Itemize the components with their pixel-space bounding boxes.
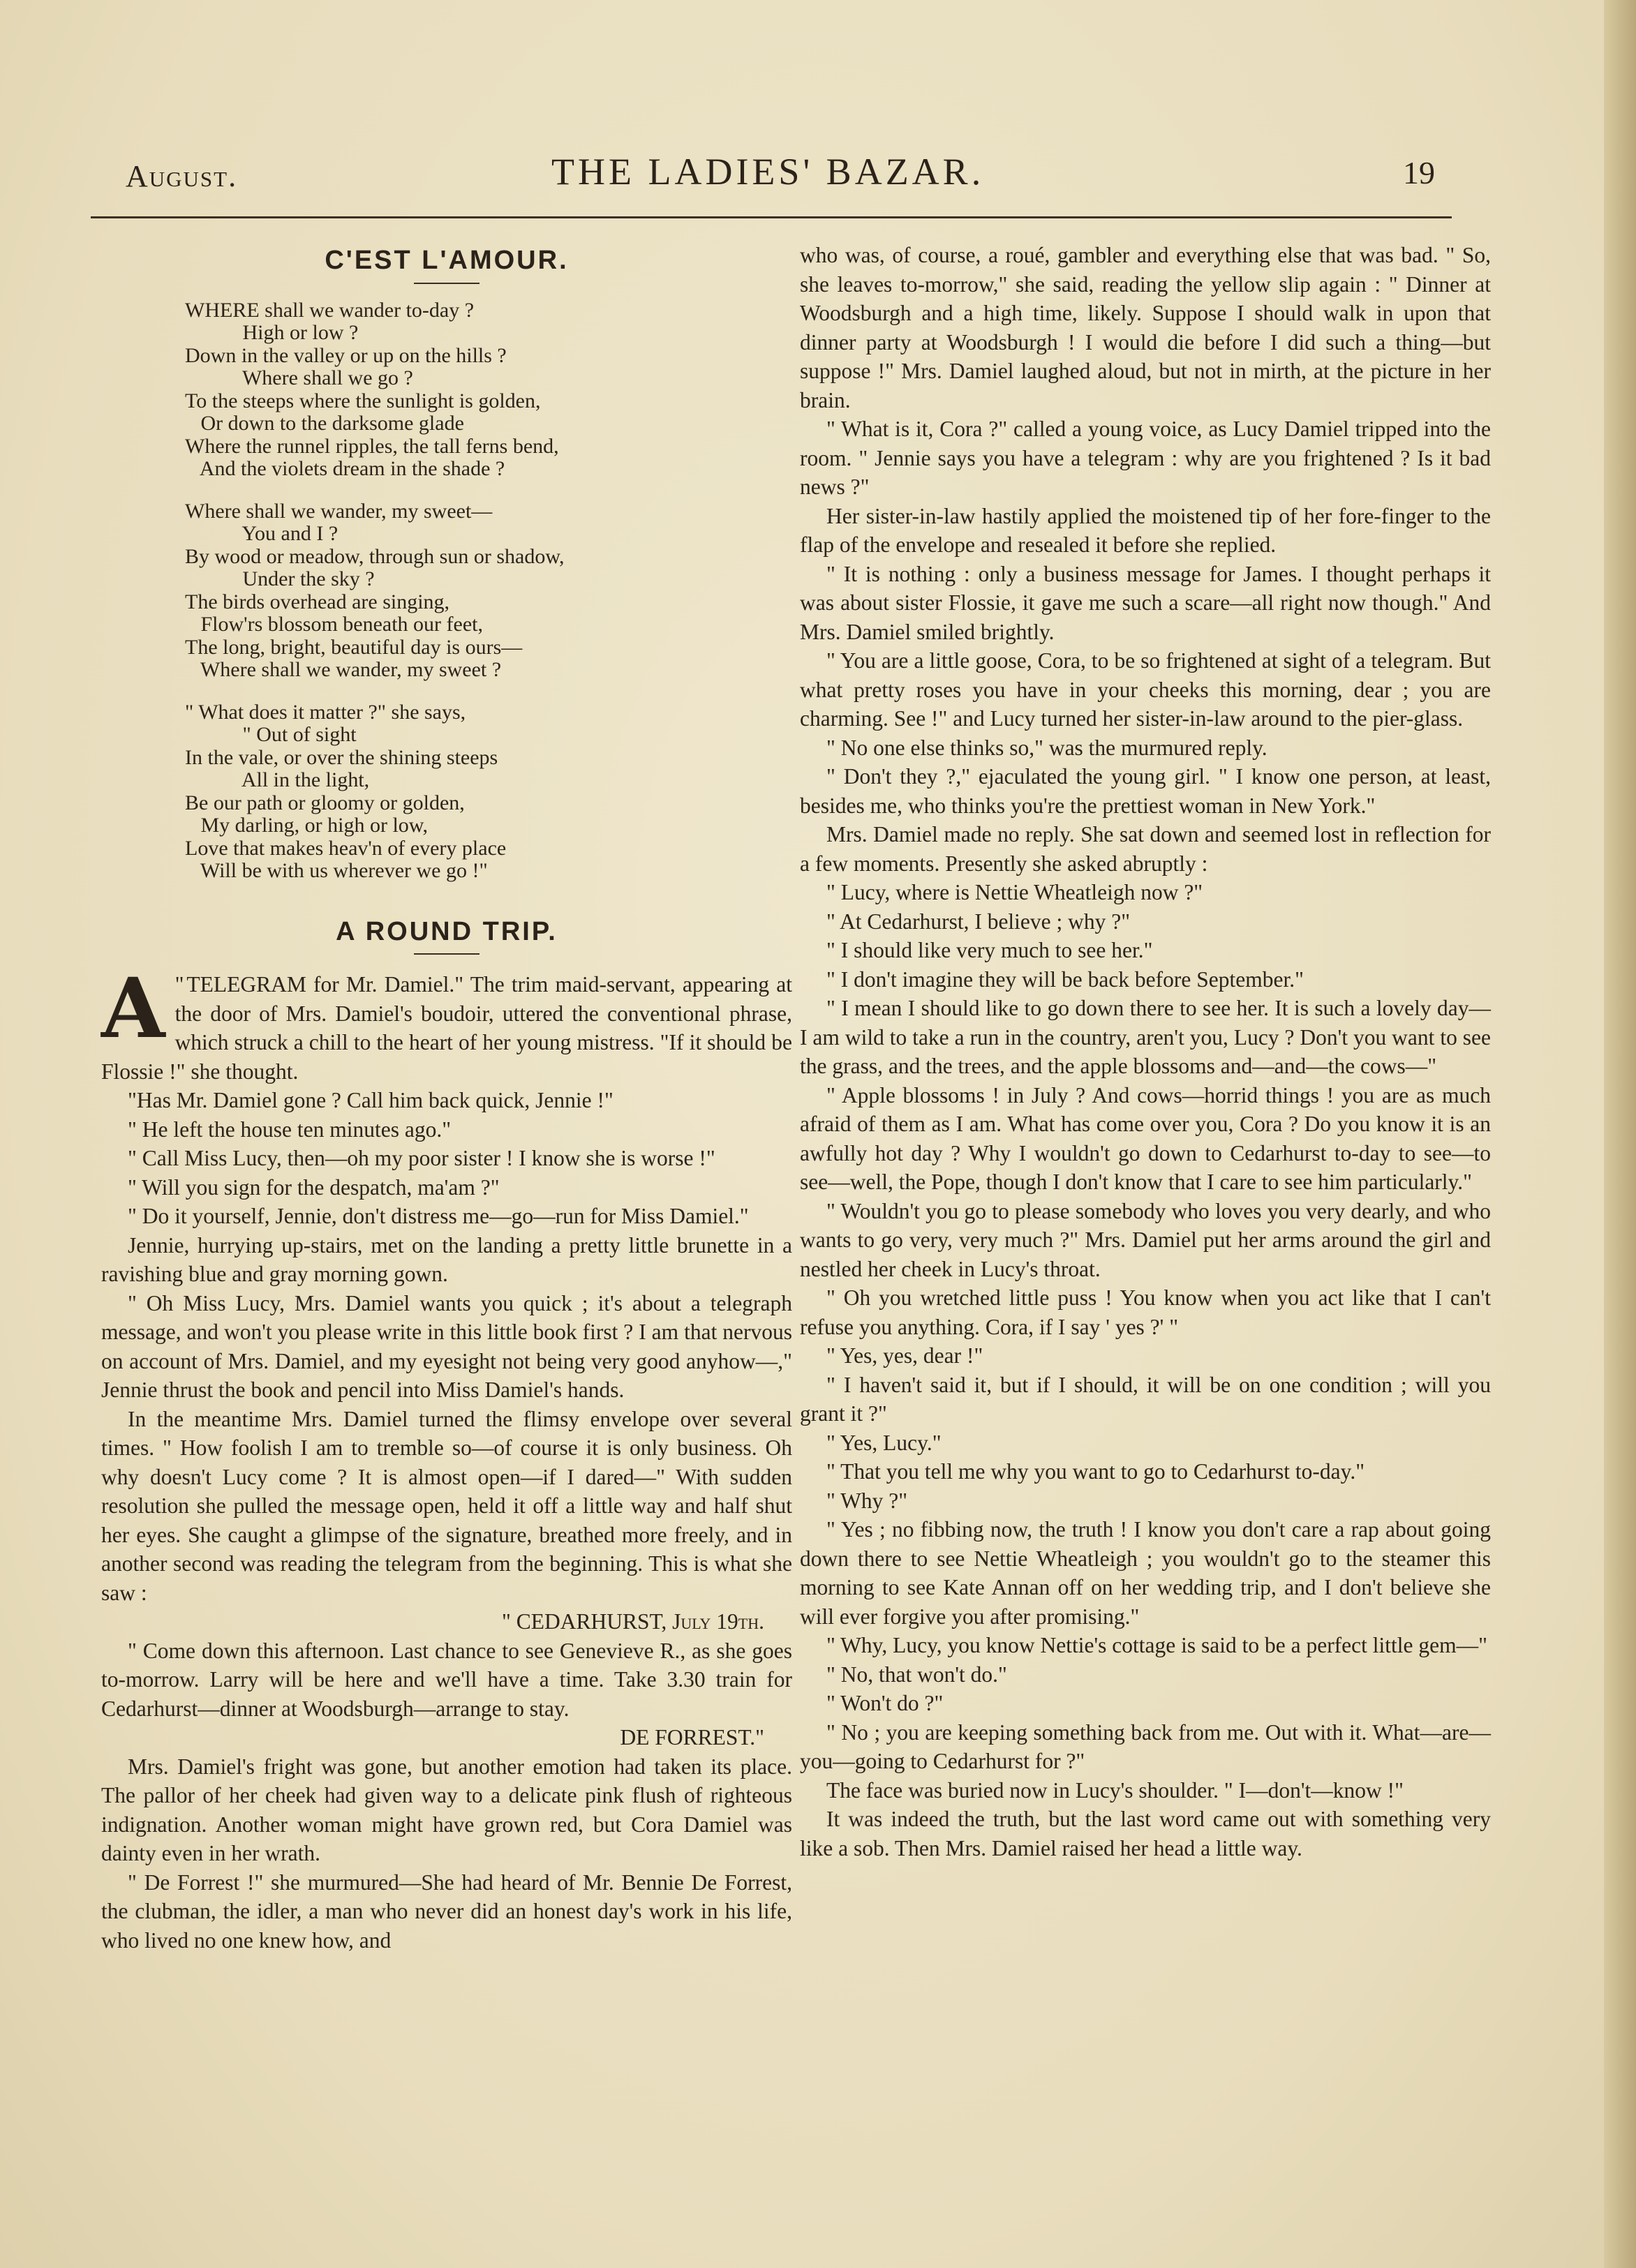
poem-line: Where the runnel ripples, the tall ferns bend, xyxy=(185,434,559,458)
story-paragraph: " Why, Lucy, you know Nettie's cottage is said to be a perfect little gem—" xyxy=(826,1633,1487,1657)
poem-line: Under the sky ? xyxy=(185,567,375,590)
poem-line: All in the light, xyxy=(185,768,370,791)
story-paragraph: " Do it yourself, Jennie, don't distress me—go—run for Miss Damiel." xyxy=(128,1204,749,1228)
story-paragraph: " I don't imagine they will be back before September." xyxy=(826,967,1304,992)
poem-line: WHERE shall we wander to-day ? xyxy=(185,298,475,322)
poem-title: C'EST L'AMOUR. xyxy=(325,246,569,275)
page-number: 19 xyxy=(1403,155,1435,191)
story-paragraph: " Won't do ?" xyxy=(826,1691,944,1715)
poem-line: Where shall we wander, my sweet— xyxy=(185,499,493,523)
header-rule xyxy=(91,216,1452,218)
story-paragraph: " Oh Miss Lucy, Mrs. Damiel wants you quick ; it's about a telegraph message, and won't you please write in this little book first ? I am that nervous on account of Mrs. Damiel, and my eyesight not being very good anyhow—," Jennie thrust the book and pencil into Miss Damiel's hands. xyxy=(101,1290,792,1402)
story-paragraph: Mrs. Damiel made no reply. She sat down and seemed lost in reflection for a few moments. Presently she asked abruptly : xyxy=(800,822,1491,876)
story-paragraph: " That you tell me why you want to go to Cedarhurst to-day." xyxy=(826,1459,1365,1484)
story-paragraph xyxy=(101,960,792,1086)
story-paragraph: " Yes, yes, dear !" xyxy=(826,1343,983,1368)
story-paragraph: " It is nothing : only a business message for James. I thought perhaps it was about sister Flossie, it gave me such a scare—all right now though." And Mrs. Damiel smiled brightly. xyxy=(800,561,1491,644)
story-paragraph: " Lucy, where is Nettie Wheatleigh now ?" xyxy=(826,880,1203,904)
story-paragraph: who was, of course, a roué, gambler and everything else that was bad. " So, she leaves to-morrow," she said, reading the yellow slip again : " Dinner at Woodsburgh and a high time, likely. Suppose I should walk in upon that dinner party at Woodsburgh ! I would die before I did such a thing—but suppose !" Mrs. Damiel laughed aloud, but not in mirth, at the picture in her brain. xyxy=(800,243,1491,412)
poem-stanza xyxy=(185,299,792,481)
story-paragraph: " No ; you are keeping something back from me. Out with it. What—are—you—going to Cedarhurst for ?" xyxy=(800,1719,1491,1773)
story-paragraph: " He left the house ten minutes ago." xyxy=(128,1117,452,1142)
story-paragraph: " Will you sign for the despatch, ma'am ?" xyxy=(128,1174,500,1200)
poem-line: Or down to the darksome glade xyxy=(185,412,464,435)
story-paragraph: " Yes, Lucy." xyxy=(826,1430,942,1455)
story-paragraph: " I haven't said it, but if I should, it will be on one condition ; will you grant it ?" xyxy=(800,1372,1491,1426)
story-paragraph: " Why ?" xyxy=(826,1488,908,1513)
poem-line: Where shall we wander, my sweet ? xyxy=(185,658,502,681)
binding-edge xyxy=(1604,0,1636,2268)
story-paragraph: " I mean I should like to go down there to see her. It is such a lovely day—I am wild to take a run in the country, aren't you, Lucy ? Don't you want to see the grass, and the trees, and the apple blossoms and—and—the cows—" xyxy=(800,996,1491,1078)
title-rule xyxy=(414,953,479,955)
opening-quote: " xyxy=(174,972,184,997)
poem-line: And the violets dream in the shade ? xyxy=(185,457,505,480)
poem-line: By wood or meadow, through sun or shadow, xyxy=(185,544,565,568)
story-paragraph: " Yes ; no fibbing now, the truth ! I know you don't care a rap about going down there to see Nettie Wheatleigh ; you wouldn't go to the steamer this morning to see Kate Annan off on her wedding trip, and I don't believe she will ever forgive you after promising." xyxy=(800,1517,1491,1629)
poem-line: The birds overhead are singing, xyxy=(185,590,450,613)
header-month: August. xyxy=(126,159,238,193)
telegram-body: " Come down this afternoon. Last chance to see Genevieve R., as she goes to-morrow. Larry will be here and we'll have a time. Take 3.30 train for Cedarhurst—dinner at Woodsburgh—arrange to stay. xyxy=(101,1638,792,1721)
story-paragraph: " I should like very much to see her." xyxy=(826,938,1153,962)
poem-line: Be our path or gloomy or golden, xyxy=(185,791,465,814)
story-paragraph: The face was buried now in Lucy's shoulder. " I—don't—know !" xyxy=(826,1777,1404,1803)
story-paragraph: " What is it, Cora ?" called a young voice, as Lucy Damiel tripped into the room. " Jennie says you have a telegram : why are you frightened ? Is it bad news ?" xyxy=(800,417,1491,499)
story-paragraph: It was indeed the truth, but the last word came out with something very like a sob. Then Mrs. Damiel raised her head a little way. xyxy=(800,1807,1491,1860)
story-title: A ROUND TRIP. xyxy=(336,916,558,946)
story-paragraph: " No one else thinks so," was the murmured reply. xyxy=(826,735,1267,760)
story-paragraph: " Call Miss Lucy, then—oh my poor sister ! I know she is worse !" xyxy=(128,1146,715,1170)
poem-line: Love that makes heav'n of every place xyxy=(185,836,507,860)
poem-line: Flow'rs blossom beneath our feet, xyxy=(185,613,484,636)
poem-line: The long, bright, beautiful day is ours— xyxy=(185,635,523,659)
poem-line: To the steeps where the sunlight is golden, xyxy=(185,389,541,412)
story-paragraph: " Oh you wretched little puss ! You know when you act like that I can't refuse you anything. Cora, if I say ' yes ?' " xyxy=(800,1285,1491,1339)
drop-cap: A xyxy=(101,960,165,1057)
poem-line: Down in the valley or up on the hills ? xyxy=(185,343,507,367)
story-paragraph: " Apple blossoms ! in July ? And cows—horrid things ! you are as much afraid of them as I am. What has come over you, Cora ? Do you know it is an awfully hot day ? Why I wouldn't go down to Cedarhurst to-day to see—to see—well, the Pope, though I don't know that I care to see him particularly." xyxy=(800,1082,1491,1194)
left-column xyxy=(101,241,792,1955)
story-paragraph: Jennie, hurrying up-stairs, met on the landing a pretty little brunette in a ravishing blue and gray morning gown. xyxy=(101,1232,792,1286)
title-rule xyxy=(414,283,479,284)
poem-line: " Out of sight xyxy=(185,723,357,746)
poem-line: " What does it matter ?" she says, xyxy=(185,700,466,724)
poem-line: High or low ? xyxy=(185,321,359,344)
story-paragraph: " At Cedarhurst, I believe ; why ?" xyxy=(826,909,1131,934)
story-paragraph: In the meantime Mrs. Damiel turned the flimsy envelope over several times. " How foolish I am to tremble so—of course it is only business. Oh why doesn't Lucy come ? It is almost open—if I dared—" With sudden resolution she pulled the message open, held it off a little way and half shut her eyes. She caught a glimpse of the signature, breathed more freely, and in another second was reading the telegram from the beginning. This is what she saw : xyxy=(101,1406,792,1605)
header-title: THE LADIES' BAZAR. xyxy=(551,151,985,193)
story-paragraph: " Wouldn't you go to please somebody who loves you very dearly, and who wants to go very, very much ?" Mrs. Damiel put her arms around the girl and nestled her cheek in Lucy's throat. xyxy=(800,1198,1491,1281)
running-header xyxy=(91,150,1452,199)
story-paragraph: " You are a little goose, Cora, to be so frightened at sight of a telegram. But what pretty roses you have in your cheeks this morning, dear ; you are charming. See !" and Lucy turned her sister-in-law around to the pier-glass. xyxy=(800,648,1491,731)
right-column xyxy=(800,241,1491,1863)
story-paragraph: " No, that won't do." xyxy=(826,1662,1007,1687)
poem-stanza xyxy=(185,701,792,883)
poem-line: You and I ? xyxy=(185,522,339,545)
poem-stanza xyxy=(185,500,792,682)
story-paragraph: Her sister-in-law hastily applied the moistened tip of her fore-finger to the flap of the envelope and resealed it before she replied. xyxy=(800,503,1491,557)
poem-line: Where shall we go ? xyxy=(185,366,413,389)
story-paragraph: "Has Mr. Damiel gone ? Call him back quick, Jennie !" xyxy=(128,1088,614,1112)
paragraph-text: TELEGRAM for Mr. Damiel." The trim maid-servant, appearing at the door of Mrs. Damiel's boudoir, uttered the conventional phrase, which struck a chill to the heart of her young mistress. "If it should be Flossie !" she thought. xyxy=(101,972,792,1084)
story-paragraph: " De Forrest !" she murmured—She had heard of Mr. Bennie De Forrest, the clubman, the idler, a man who never did an honest day's work in his life, who lived no one knew how, and xyxy=(101,1870,792,1953)
poem-line: In the vale, or over the shining steeps xyxy=(185,745,498,769)
story-paragraph: Mrs. Damiel's fright was gone, but another emotion had taken its place. The pallor of her cheek had given way to a delicate pink flush of righteous indignation. Another woman might have grown red, but Cora Damiel was dainty even in her wrath. xyxy=(101,1754,792,1865)
poem-body xyxy=(185,299,792,883)
telegram-signature: DE FORREST." xyxy=(620,1725,764,1750)
telegram-dateline: " CEDARHURST, July 19th. xyxy=(501,1609,764,1634)
story-paragraph: " Don't they ?," ejaculated the young girl. " I know one person, at least, besides me, who thinks you're the prettiest woman in New York." xyxy=(800,764,1491,818)
poem-line: My darling, or high or low, xyxy=(185,814,429,837)
poem-line: Will be with us wherever we go !" xyxy=(185,859,488,882)
